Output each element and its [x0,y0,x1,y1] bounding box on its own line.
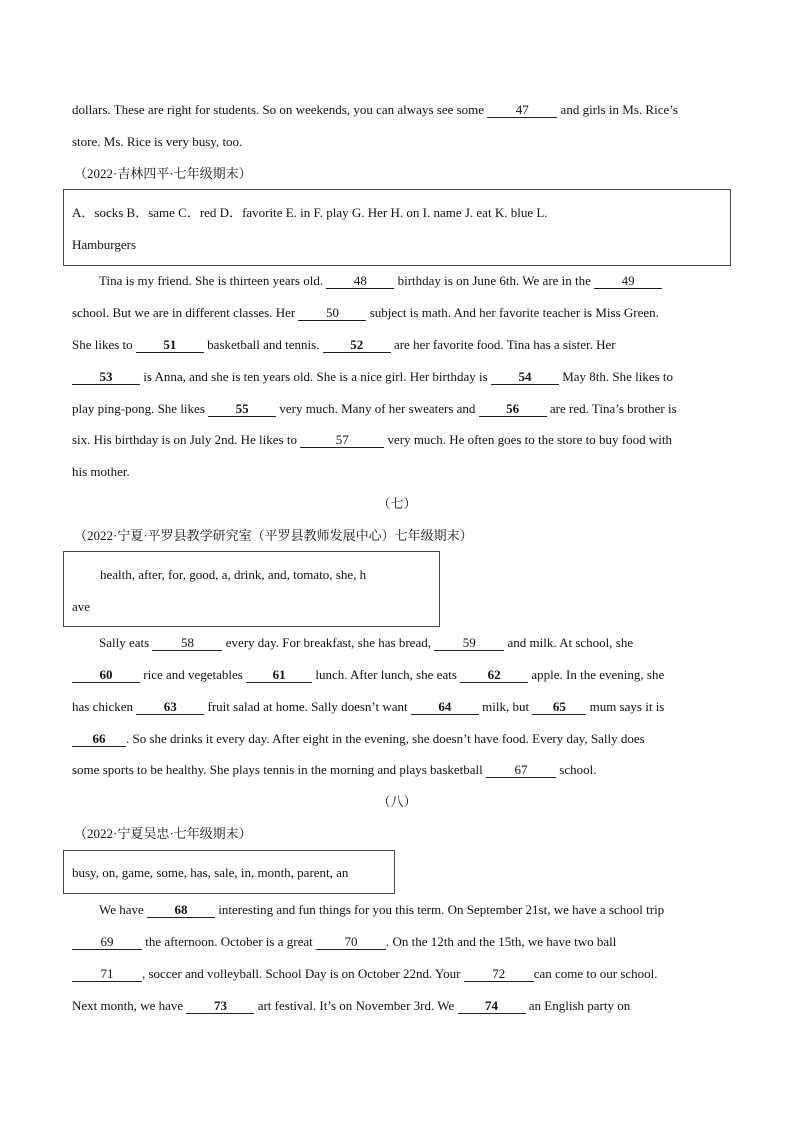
blank-72[interactable]: 72 [464,967,534,982]
word-bank-box [63,551,440,627]
blank-64[interactable]: 64 [411,700,479,715]
text-line: 53 is Anna, and she is ten years old. She is a nice girl. Her birthday is 54 May 8th. She likes to [72,369,673,385]
text-line: school. But we are in different classes. Her 50 subject is math. And her favorite teacher is Miss Green. [72,305,659,320]
word-bank-line: ave [72,599,91,614]
blank-62[interactable]: 62 [460,668,528,683]
text-line: Sally eats 58 every day. For breakfast, she has bread, 59 and milk. At school, she [99,635,634,650]
blank-66[interactable]: 66 [72,732,126,747]
blank-51[interactable]: 51 [136,338,204,353]
text-line: six. His birthday is on July 2nd. He likes to 57 very much. He often goes to the store to buy food with [72,432,672,447]
text-line: She likes to 51 basketball and tennis. 52 are her favorite food. Tina has a sister. Her [72,337,616,352]
blank-57[interactable]: 57 [300,433,384,448]
blank-67[interactable]: 67 [486,763,556,778]
section-heading: （七） [377,496,417,511]
blank-52[interactable]: 52 [323,338,391,353]
blank-50[interactable]: 50 [298,306,366,321]
blank-71[interactable]: 71 [72,967,142,982]
text-line: 71 , soccer and volleyball. School Day is on October 22nd. Your 72 can come to our school. [72,966,658,982]
blank-56[interactable]: 56 [479,402,547,417]
source-label: （2022·吉林四平·七年级期末） [74,166,252,181]
blank-60[interactable]: 60 [72,668,140,683]
blank-49[interactable]: 49 [594,274,662,289]
word-bank-line: busy, on, game, some, has, sale, in, month, parent, an [72,865,349,880]
text-line: his mother. [72,464,130,479]
blank-55[interactable]: 55 [208,402,276,417]
source-label: （2022·宁夏吴忠·七年级期末） [74,826,252,841]
text-line: some sports to be healthy. She plays tennis in the morning and plays basketball 67 school. [72,762,597,777]
text-line: We have 68 interesting and fun things for you this term. On September 21st, we have a school trip [99,902,665,917]
blank-73[interactable]: 73 [186,999,254,1014]
section-heading: （八） [377,794,417,809]
text-line: 69 the afternoon. October is a great 70 . On the 12th and the 15th, we have two ball [72,934,616,950]
text-line: play ping-pong. She likes 55 very much. Many of her sweaters and 56 are red. Tina’s brother is [72,401,677,416]
blank-61[interactable]: 61 [246,668,312,683]
blank-65[interactable]: 65 [532,700,586,715]
blank-69[interactable]: 69 [72,935,142,950]
word-bank-line: Hamburgers [72,237,137,252]
text-line: dollars. These are right for students. So on weekends, you can always see some 47 and girls in Ms. Rice’s [72,102,678,117]
text-line: 60 rice and vegetables 61 lunch. After lunch, she eats 62 apple. In the evening, she [72,667,664,683]
source-label: （2022·宁夏·平罗县教学研究室（平罗县教师发展中心）七年级期末） [74,528,473,543]
text-line: store. Ms. Rice is very busy, too. [72,134,243,149]
text-line: Tina is my friend. She is thirteen years old. 48 birthday is on June 6th. We are in the 49 [99,273,662,289]
blank-58[interactable]: 58 [152,636,222,651]
blank-59[interactable]: 59 [434,636,504,651]
blank-70[interactable]: 70 [316,935,386,950]
text-line: 66 . So she drinks it every day. After eight in the evening, she doesn’t have food. Every day, Sally does [72,731,645,747]
word-bank-line: health, after, for, good, a, drink, and, tomato, she, h [100,567,367,582]
word-bank-box [63,189,731,266]
blank-54[interactable]: 54 [491,370,559,385]
blank-47[interactable]: 47 [487,103,557,118]
word-bank-box [63,850,395,894]
blank-63[interactable]: 63 [136,700,204,715]
text-line: has chicken 63 fruit salad at home. Sally doesn’t want 64 milk, but 65 mum says it is [72,699,665,714]
blank-48[interactable]: 48 [326,274,394,289]
text-line: Next month, we have 73 art festival. It’s on November 3rd. We 74 an English party on [72,998,631,1013]
blank-68[interactable]: 68 [147,903,215,918]
blank-53[interactable]: 53 [72,370,140,385]
blank-74[interactable]: 74 [458,999,526,1014]
word-bank-line: A．socks B．same C．red D．favorite E. in F. play G. Her H. on I. name J. eat K. blue L. [72,205,548,220]
